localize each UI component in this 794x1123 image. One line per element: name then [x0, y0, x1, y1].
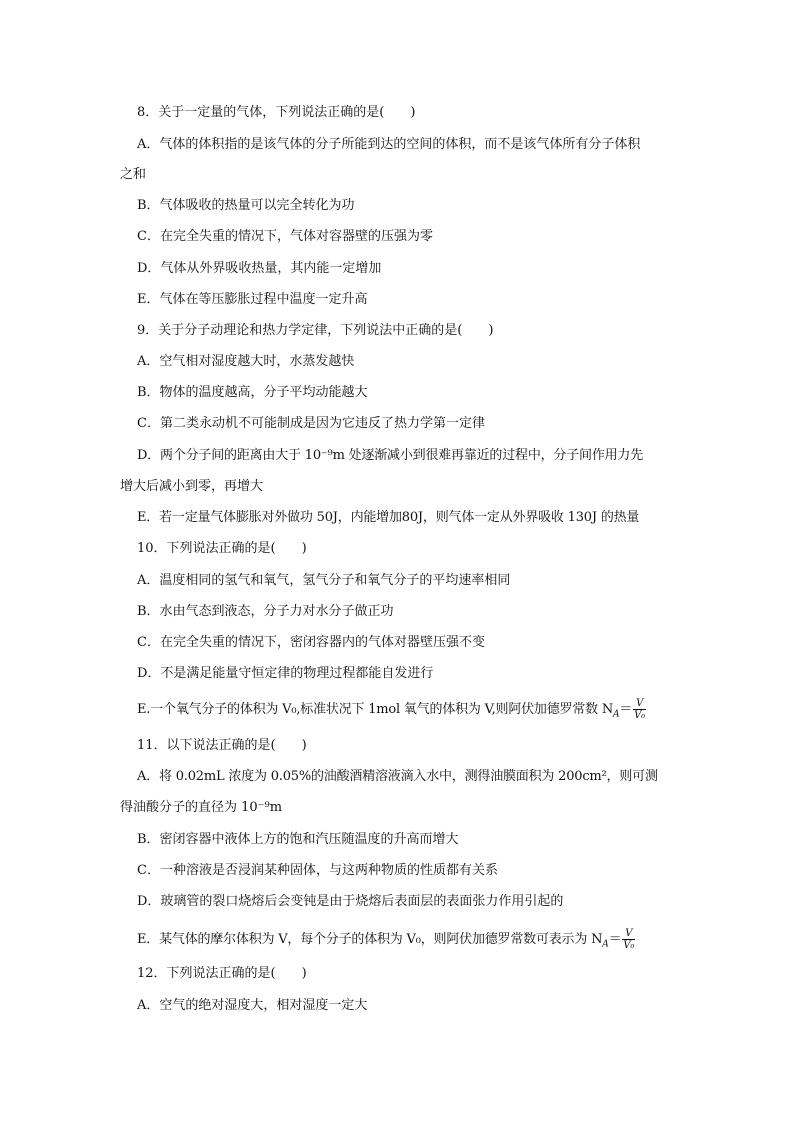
question-9-option-c: C．第二类永动机不可能制成是因为它违反了热力学第一定律: [137, 416, 485, 431]
question-11-option-a-cont: 得油酸分子的直径为 10⁻⁹m: [120, 800, 283, 815]
question-10-option-e-subscript: A: [613, 709, 620, 720]
question-12-stem: 12．下列说法正确的是( ): [137, 966, 307, 981]
question-10-option-c: C．在完全失重的情况下，密闭容器内的气体对器壁压强不变: [137, 635, 485, 650]
question-8-option-a: A．气体的体积指的是该气体的分子所能到达的空间的体积，而不是该气体所有分子体积: [137, 137, 641, 152]
question-10-option-e-text: E.一个氧气分子的体积为 V₀,标准状况下 1mol 氧气的体积为 V,则阿伏加德罗常数 N: [137, 702, 614, 717]
question-11-option-c: C．一种溶液是否浸润某种固体，与这两种物质的性质都有关系: [137, 863, 498, 878]
question-11-option-e: [137, 928, 697, 951]
question-8-option-b: B．气体吸收的热量可以完全转化为功: [137, 198, 355, 213]
question-11-option-e-text: E．某气体的摩尔体积为 V，每个分子的体积为 V₀，则阿伏加德罗常数可表示为 N: [137, 932, 603, 947]
question-10-stem: 10．下列说法正确的是( ): [137, 541, 307, 556]
question-8-option-d: D．气体从外界吸收热量，其内能一定增加: [137, 261, 382, 276]
question-8-option-a-cont: 之和: [120, 167, 147, 182]
question-10-option-e: [137, 698, 697, 721]
fraction-numerator: V: [633, 698, 646, 710]
question-11-option-e-subscript: A: [602, 939, 609, 950]
question-10-option-b: B．水由气态到液态，分子力对水分子做正功: [137, 604, 394, 619]
question-9-option-a: A．空气相对湿度越大时，水蒸发越快: [137, 354, 355, 369]
question-9-option-d-cont: 增大后减小到零，再增大: [120, 479, 264, 494]
question-11-stem: 11．以下说法正确的是( ): [137, 738, 307, 753]
question-10-option-d: D．不是满足能量守恒定律的物理过程都能自发进行: [137, 666, 434, 681]
question-11-option-d: D．玻璃管的裂口烧熔后会变钝是由于烧熔后表面层的表面张力作用引起的: [137, 894, 564, 909]
question-12-option-a: A．空气的绝对湿度大，相对湿度一定大: [137, 998, 368, 1013]
question-8-stem: 8．关于一定量的气体，下列说法正确的是( ): [137, 105, 416, 120]
fraction-numerator: V: [622, 928, 635, 940]
question-8-option-c: C．在完全失重的情况下，气体对容器壁的压强为零: [137, 229, 433, 244]
fraction-denominator: V₀: [634, 710, 645, 721]
question-11-option-b: B．密闭容器中液体上方的饱和汽压随温度的升高而增大: [137, 832, 459, 847]
question-8-option-e: E．气体在等压膨胀过程中温度一定升高: [137, 292, 368, 307]
fraction-denominator: V₀: [623, 940, 635, 951]
question-10-option-e-fraction: [633, 698, 646, 721]
question-11-option-e-equals: ＝: [608, 932, 622, 947]
question-9-option-b: B．物体的温度越高，分子平均动能越大: [137, 385, 368, 400]
question-11-option-a: A．将 0.02mL 浓度为 0.05%的油酸酒精溶液滴入水中，测得油膜面积为 200cm²，则可测: [137, 769, 658, 784]
question-10-option-a: A．温度相同的氢气和氧气，氢气分子和氧气分子的平均速率相同: [137, 573, 511, 588]
question-9-stem: 9．关于分子动理论和热力学定律，下列说法中正确的是( ): [137, 323, 494, 338]
question-9-option-e: E．若一定量气体膨胀对外做功 50J，内能增加80J，则气体一定从外界吸收 130J 的热量: [137, 510, 640, 525]
question-11-option-e-fraction: [622, 928, 635, 951]
question-10-option-e-equals: ＝: [619, 702, 633, 717]
question-9-option-d: D．两个分子间的距离由大于 10⁻⁹m 处逐渐减小到很难再靠近的过程中，分子间作用力先: [137, 448, 644, 463]
